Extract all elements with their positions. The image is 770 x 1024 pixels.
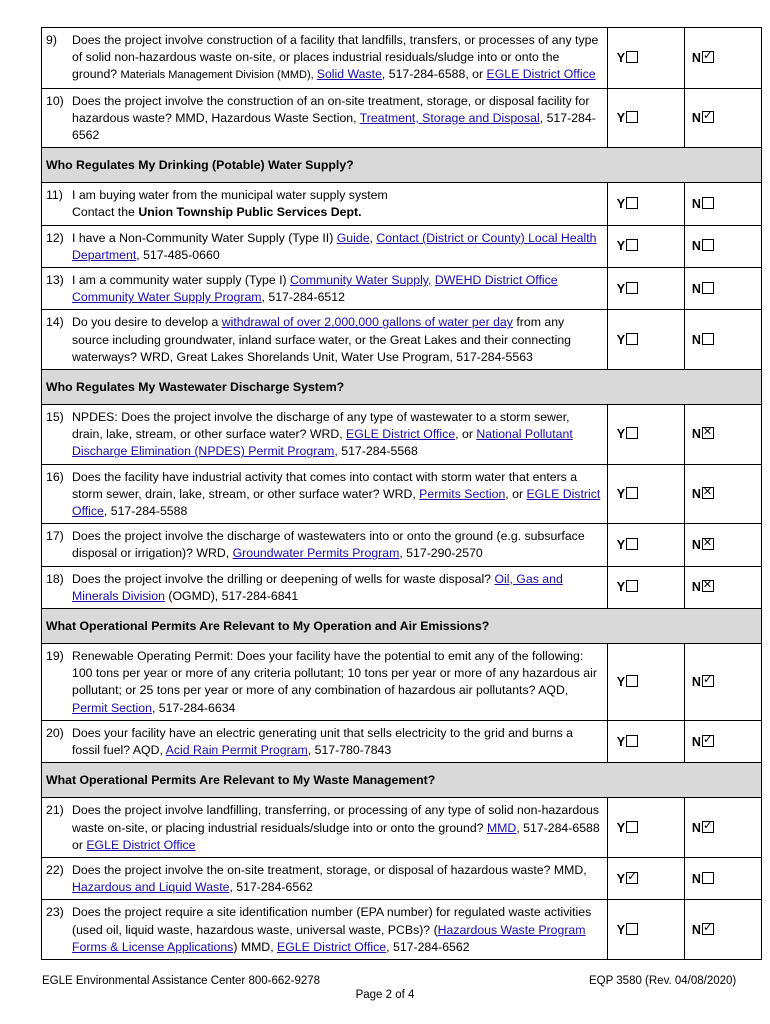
question-row — [42, 524, 762, 566]
question-cell — [42, 88, 608, 148]
section-header-row — [42, 609, 762, 644]
resource-link[interactable]: Oil, Gas and Minerals Division — [72, 571, 563, 603]
yes-checkbox[interactable] — [626, 735, 638, 747]
no-label: N — [691, 674, 701, 689]
section-title: What Operational Permits Are Relevant to My Operation and Air Emissions? — [42, 609, 762, 644]
question-cell — [42, 857, 608, 899]
question-text-fragment: , 517-780-7843 — [307, 743, 392, 758]
no-checkbox[interactable] — [702, 872, 714, 884]
resource-link[interactable]: Permit Section — [72, 700, 152, 715]
question-text-fragment: Does the project involve construction of a facility that landfills, transfers, or processes of any type of solid non-hazardous waste on-site, or places industrial residuals/sludge into or onto the ground? — [72, 33, 599, 82]
question-text — [72, 272, 603, 306]
yes-label: Y — [616, 871, 626, 886]
yes-label: Y — [616, 110, 626, 125]
question-text-fragment: Contact the — [72, 205, 139, 220]
resource-link[interactable]: Solid Waste — [316, 67, 382, 82]
question-text-fragment: Does the project involve the on-site treatment, storage, or disposal of hazardous waste? MMD, — [72, 862, 587, 877]
yes-cell — [607, 268, 684, 310]
question-text-fragment: ) MMD, — [233, 939, 278, 954]
yes-label: Y — [616, 196, 626, 211]
no-cell — [684, 405, 761, 465]
yes-label: Y — [616, 820, 626, 835]
question-text-fragment: Does the project involve the drilling or deepening of wells for waste disposal? — [72, 571, 495, 586]
question-text — [72, 862, 603, 896]
question-row — [42, 566, 762, 608]
question-text-fragment: , or — [455, 427, 477, 442]
resource-link[interactable]: Acid Rain Permit Program — [165, 743, 308, 758]
footer-contact: EGLE Environmental Assistance Center 800-662-9278 — [42, 975, 321, 987]
yes-label: Y — [616, 50, 626, 65]
question-text-fragment: from any source including groundwater, inland surface water, or the Great Lakes and their connecting waterways? WRD, Great Lakes Shorelands Unit, Water Use Program, 517-284-5563 — [72, 315, 572, 364]
question-row — [42, 268, 762, 310]
resource-link[interactable]: withdrawal of over 2,000,000 gallons of water per day — [221, 315, 513, 330]
no-cell — [684, 900, 761, 960]
question-row — [42, 310, 762, 370]
yes-checkbox[interactable] — [626, 427, 638, 439]
yes-checkbox[interactable] — [626, 538, 638, 550]
section-header-row — [42, 763, 762, 798]
question-text-fragment: Does the facility have industrial activity that comes into contact with storm water that enters a storm sewer, drain, lake, stream, or other surface water? WRD, — [72, 469, 578, 501]
permit-checklist-table — [41, 27, 762, 960]
page-number: Page 2 of 4 — [355, 989, 415, 1001]
no-cell — [684, 857, 761, 899]
no-label: N — [691, 110, 701, 125]
yes-checkbox[interactable] — [626, 675, 638, 687]
question-text — [72, 93, 603, 145]
question-text-fragment: , 517-284-6588 or — [72, 820, 600, 852]
no-checkbox[interactable] — [702, 282, 714, 294]
no-label: N — [691, 871, 701, 886]
yes-cell — [607, 720, 684, 762]
question-cell — [42, 798, 608, 858]
section-title: What Operational Permits Are Relevant to My Waste Management? — [42, 763, 762, 798]
question-text — [72, 187, 603, 221]
no-cell — [684, 225, 761, 267]
question-text-fragment: , 517-284-5588 — [103, 504, 188, 519]
yes-cell — [607, 524, 684, 566]
no-cell — [684, 28, 761, 89]
question-cell — [42, 720, 608, 762]
question-text-fragment: , or — [505, 486, 527, 501]
no-checkbox[interactable] — [702, 538, 714, 550]
no-checkbox[interactable] — [702, 821, 714, 833]
resource-link[interactable]: Community Water Supply, — [290, 273, 432, 288]
question-text-fragment: , 517-284-6512 — [261, 290, 345, 305]
question-text-fragment: Renewable Operating Permit: Does your facility have the potential to emit any of the following: 100 tons per year or more of any criteria pollutant; 10 tons per year or more of any hazardous air pollutant; or 25 tons per year or more of any combination of hazardous air pollutants? AQD, — [72, 649, 597, 698]
question-text — [72, 32, 603, 85]
question-number: 16) — [46, 469, 64, 484]
question-text — [72, 314, 603, 366]
contact-name: Union Township Public Services Dept. — [138, 205, 362, 220]
yes-label: Y — [616, 427, 626, 442]
no-checkbox[interactable] — [702, 735, 714, 747]
question-cell — [42, 310, 608, 370]
resource-link[interactable]: Groundwater Permits Program — [232, 546, 400, 561]
question-number: 12) — [46, 230, 64, 245]
question-row — [42, 798, 762, 858]
question-cell — [42, 405, 608, 465]
question-number: 9) — [46, 33, 57, 47]
question-row — [42, 900, 762, 960]
yes-checkbox[interactable] — [626, 821, 638, 833]
yes-checkbox[interactable] — [626, 487, 638, 499]
yes-cell — [607, 900, 684, 960]
yes-label: Y — [616, 674, 626, 689]
question-row — [42, 857, 762, 899]
no-checkbox[interactable] — [702, 580, 714, 592]
no-cell — [684, 524, 761, 566]
footer-form-number: EQP 3580 (Rev. 04/08/2020) — [589, 975, 737, 987]
question-text-fragment: , 517-284-6562 — [229, 880, 313, 895]
resource-link[interactable]: DWEHD District Office — [434, 273, 558, 288]
question-text-fragment: , 517-284-6634 — [151, 700, 236, 715]
question-text — [72, 409, 603, 461]
question-text-fragment: Does the project involve the discharge of wastewaters into or onto the ground (e.g. subsurface disposal or irrigation)? WRD, — [72, 529, 585, 561]
question-text — [72, 648, 603, 717]
yes-checkbox[interactable] — [626, 923, 638, 935]
resource-link[interactable]: Hazardous Waste Program Forms & License Applications — [72, 922, 586, 954]
resource-link[interactable]: MMD — [486, 820, 517, 835]
yes-cell — [607, 644, 684, 721]
section-title: Who Regulates My Drinking (Potable) Water Supply? — [42, 148, 762, 183]
resource-link[interactable]: Community Water Supply Program — [72, 290, 262, 305]
question-text-fragment: , 517-485-0660 — [136, 247, 220, 262]
question-text-fragment: Does your facility have an electric generating unit that sells electricity to the grid and burns a fossil fuel? AQD, — [72, 725, 574, 758]
question-number: 19) — [46, 649, 64, 664]
no-cell — [684, 183, 761, 225]
question-row — [42, 88, 762, 148]
question-cell — [42, 566, 608, 608]
question-row — [42, 28, 762, 89]
question-number: 17) — [46, 529, 64, 544]
question-row — [42, 464, 762, 524]
yes-checkbox[interactable] — [626, 111, 638, 123]
resource-link[interactable]: Hazardous and Liquid Waste — [72, 880, 230, 895]
no-checkbox[interactable] — [702, 239, 714, 251]
yes-cell — [607, 857, 684, 899]
resource-link[interactable]: EGLE District Office — [486, 67, 596, 82]
no-label: N — [691, 537, 701, 552]
question-row — [42, 720, 762, 762]
yes-label: Y — [616, 486, 626, 501]
question-number: 22) — [46, 862, 64, 877]
question-text — [72, 904, 603, 956]
question-cell — [42, 225, 608, 267]
question-text-fragment: Does the project require a site identification number (EPA number) for regulated waste activities (used oil, liquid waste, hazardous waste, universal waste, PCBs)? ( — [72, 905, 592, 937]
yes-checkbox[interactable] — [626, 239, 638, 251]
section-header-row — [42, 370, 762, 405]
no-cell — [684, 310, 761, 370]
no-label: N — [691, 580, 701, 595]
question-cell — [42, 464, 608, 524]
no-checkbox[interactable] — [702, 333, 714, 345]
question-text-fragment: Does the project involve the construction of an on-site treatment, storage, or disposal facility for hazardous waste? MMD, Hazardous Waste Section, — [72, 93, 590, 125]
question-number: 10) — [46, 93, 64, 108]
no-checkbox[interactable] — [702, 111, 714, 123]
question-number: 13) — [46, 273, 64, 288]
question-row — [42, 405, 762, 465]
yes-label: Y — [616, 734, 626, 749]
section-title: Who Regulates My Wastewater Discharge System? — [42, 370, 762, 405]
yes-label: Y — [616, 537, 626, 552]
resource-link[interactable]: Contact (District or County) Local Health Department — [72, 230, 597, 262]
no-checkbox[interactable] — [702, 51, 714, 63]
no-checkbox[interactable] — [702, 487, 714, 499]
question-text — [72, 571, 603, 605]
question-text-fragment: , — [369, 230, 377, 245]
question-text — [72, 528, 603, 562]
question-row — [42, 183, 762, 225]
question-text-fragment: , 517-290-2570 — [399, 546, 483, 561]
no-label: N — [691, 239, 701, 254]
no-cell — [684, 720, 761, 762]
no-label: N — [691, 486, 701, 501]
question-text — [72, 230, 603, 264]
question-text-fragment: (OGMD), 517-284-6841 — [164, 588, 299, 603]
no-checkbox[interactable] — [702, 923, 714, 935]
yes-cell — [607, 798, 684, 858]
no-label: N — [691, 196, 701, 211]
question-number: 15) — [46, 410, 64, 425]
yes-cell — [607, 405, 684, 465]
yes-cell — [607, 28, 684, 89]
yes-label: Y — [616, 332, 626, 347]
question-text — [72, 725, 603, 759]
yes-checkbox[interactable] — [626, 333, 638, 345]
no-cell — [684, 268, 761, 310]
resource-link[interactable]: EGLE District Office — [277, 939, 387, 954]
question-text-fragment: , 517-284-6562 — [72, 110, 596, 143]
resource-link[interactable]: Permits Section — [419, 486, 506, 501]
no-label: N — [691, 281, 701, 296]
yes-label: Y — [616, 580, 626, 595]
question-text-fragment: I am buying water from the municipal water supply system — [72, 188, 388, 203]
no-checkbox[interactable] — [702, 427, 714, 439]
question-text-fragment: NPDES: Does the project involve the discharge of any type of wastewater to a storm sewer, drain, lake, stream, or other surface water? WRD, — [72, 410, 570, 442]
yes-cell — [607, 310, 684, 370]
no-label: N — [691, 820, 701, 835]
no-label: N — [691, 734, 701, 749]
question-cell — [42, 524, 608, 566]
no-cell — [684, 566, 761, 608]
no-label: N — [691, 427, 701, 442]
no-label: N — [691, 50, 701, 65]
question-cell — [42, 28, 608, 89]
yes-cell — [607, 464, 684, 524]
yes-label: Y — [616, 239, 626, 254]
yes-checkbox[interactable] — [626, 51, 638, 63]
resource-link[interactable]: EGLE District Office — [86, 837, 196, 852]
yes-checkbox[interactable] — [626, 872, 638, 884]
no-cell — [684, 464, 761, 524]
question-text — [72, 469, 603, 521]
yes-label: Y — [616, 922, 626, 937]
no-checkbox[interactable] — [702, 675, 714, 687]
no-label: N — [691, 332, 701, 347]
no-checkbox[interactable] — [702, 197, 714, 209]
no-cell — [684, 644, 761, 721]
question-text-fragment: , 517-284-6562 — [386, 939, 470, 954]
yes-label: Y — [616, 281, 626, 296]
question-cell — [42, 644, 608, 721]
question-number: 18) — [46, 571, 64, 586]
question-cell — [42, 900, 608, 960]
question-row — [42, 644, 762, 721]
question-number: 14) — [46, 315, 64, 330]
yes-cell — [607, 225, 684, 267]
question-text — [72, 802, 603, 854]
no-cell — [684, 88, 761, 148]
question-text-fragment: , 517-284-6588, or — [381, 67, 487, 82]
section-header-row — [42, 148, 762, 183]
question-text-fragment: , 517-284-5568 — [334, 444, 418, 459]
question-number: 20) — [46, 725, 64, 740]
resource-link[interactable]: Treatment, Storage and Disposal — [359, 110, 540, 125]
yes-cell — [607, 566, 684, 608]
question-text-fragment: Materials Management Division (MMD), — [120, 69, 317, 82]
resource-link[interactable]: EGLE District Office — [346, 427, 456, 442]
yes-cell — [607, 88, 684, 148]
question-text-fragment: Does the project involve landfilling, transferring, or processing of any type of solid non-hazardous waste on-site, or placing industrial residuals/sludge into or onto the ground? — [72, 803, 600, 835]
yes-cell — [607, 183, 684, 225]
resource-link[interactable]: National Pollutant Discharge Elimination (NPDES) Permit Program — [72, 427, 573, 459]
resource-link[interactable]: EGLE District Office — [72, 486, 601, 519]
no-label: N — [691, 922, 701, 937]
question-cell — [42, 268, 608, 310]
question-row — [42, 225, 762, 267]
yes-checkbox[interactable] — [626, 197, 638, 209]
question-text-fragment: I am a community water supply (Type I) — [72, 273, 290, 288]
question-text-fragment: Do you desire to develop a — [72, 315, 222, 330]
question-number: 21) — [46, 803, 64, 818]
resource-link[interactable]: Guide — [336, 230, 370, 245]
no-cell — [684, 798, 761, 858]
question-number: 11) — [46, 188, 63, 203]
question-text-fragment: I have a Non-Community Water Supply (Type II) — [72, 230, 337, 245]
yes-checkbox[interactable] — [626, 282, 638, 294]
question-number: 23) — [46, 905, 64, 920]
yes-checkbox[interactable] — [626, 580, 638, 592]
question-cell — [42, 183, 608, 225]
